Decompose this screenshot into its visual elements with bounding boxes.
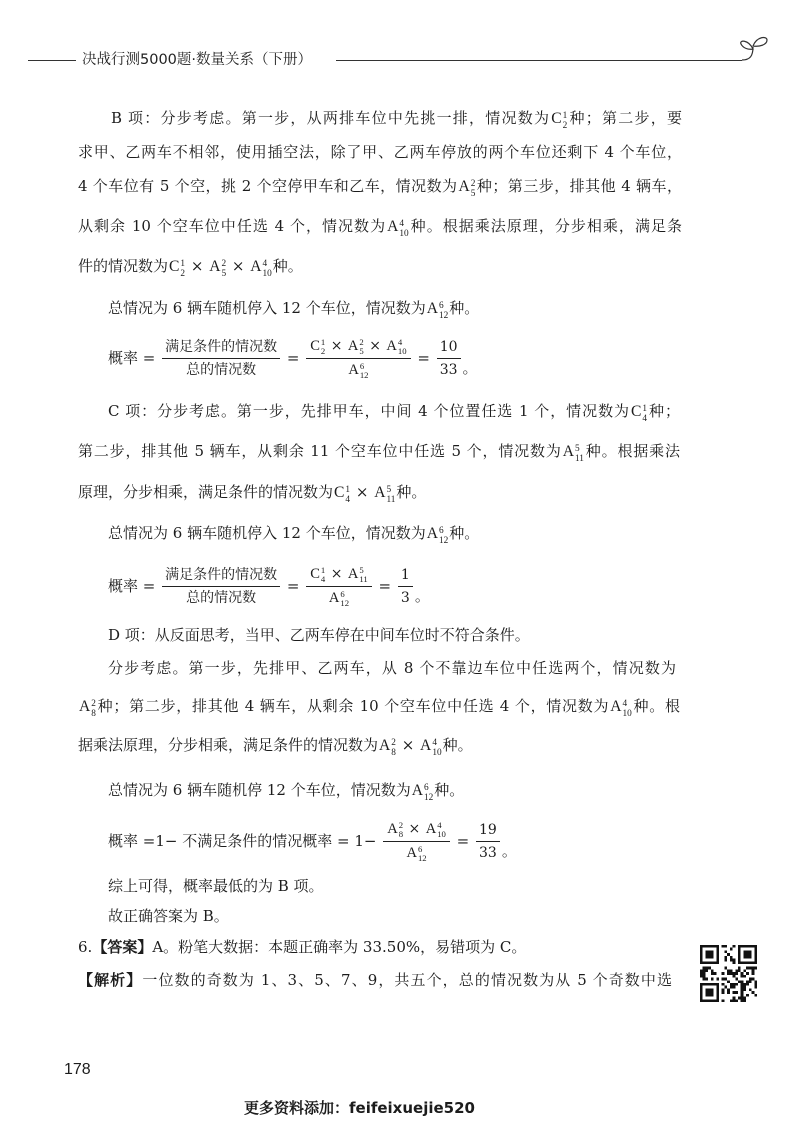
math-symbol: A (347, 337, 359, 354)
text-run: 概率 = (108, 577, 161, 595)
math-symbol: C (551, 110, 562, 127)
math-scripts (399, 821, 403, 839)
math-superscript: 6 (417, 844, 423, 855)
text-run: 故正确答案为 B。 (108, 907, 229, 925)
option-d-probability-formula (108, 817, 517, 865)
text-run: D 项：从反面思考，当甲、乙两车停在中间车位时不符合条件。 (108, 626, 530, 644)
math-subscript: 8 (398, 829, 404, 840)
math-scripts (345, 486, 350, 506)
math-subscript: 10 (262, 268, 272, 279)
math-term (420, 733, 442, 759)
text-run: C 项：分步考虑。第一步，先排甲车，中间 4 个位置任选 1 个，情况数为 (108, 402, 630, 420)
fraction-denominator (402, 842, 430, 864)
fraction-numerator (306, 564, 372, 587)
math-scripts (575, 445, 584, 465)
math-superscript: 1 (320, 337, 326, 348)
math-superscript: 5 (386, 485, 392, 496)
fraction-numerator (476, 820, 500, 842)
math-scripts (563, 112, 568, 132)
math-subscript: 5 (221, 268, 227, 279)
math-superscript: 2 (398, 820, 404, 831)
sprout-icon (736, 34, 776, 66)
text-run: = (412, 349, 435, 367)
text-run: 概率 =1− 不满足条件的情况概率 = 1− (108, 832, 382, 850)
math-subscript: 12 (340, 598, 350, 609)
math-superscript: 2 (359, 337, 364, 348)
math-symbol: A (425, 820, 437, 837)
fraction (162, 337, 280, 380)
math-superscript: 2 (91, 699, 96, 710)
fraction-denominator (344, 359, 372, 381)
text-run: 33 (479, 844, 497, 861)
math-superscript: 4 (399, 219, 405, 230)
math-term (374, 480, 395, 506)
math-term (310, 336, 325, 357)
option-c-line-2 (78, 439, 680, 463)
math-scripts (340, 590, 349, 608)
math-symbol: C (334, 484, 345, 501)
text-run: × (351, 483, 374, 501)
math-subscript: 10 (622, 708, 632, 719)
text-run: 综上可得，概率最低的为 B 项。 (108, 877, 324, 895)
option-c-probability-formula (108, 562, 430, 610)
text-run: 种。 (449, 299, 480, 317)
math-scripts (321, 338, 325, 356)
math-term (348, 360, 368, 381)
math-term (563, 439, 584, 465)
text-run: 总的情况数 (186, 589, 257, 606)
text-run: 第二步，排其他 5 辆车，从剩余 11 个空车位中任选 5 个，情况数为 (78, 442, 562, 460)
fraction-numerator (437, 337, 461, 359)
option-d-line-2 (108, 656, 676, 680)
text-run: 。 (462, 359, 478, 377)
math-superscript: 2 (470, 179, 476, 190)
math-term (459, 174, 476, 200)
fraction (476, 820, 500, 863)
math-subscript: 4 (345, 494, 351, 505)
option-b-line-5 (78, 254, 303, 278)
math-term (348, 564, 368, 585)
math-superscript: 4 (437, 820, 442, 831)
math-superscript: 6 (438, 301, 444, 312)
option-b-line-1 (111, 106, 682, 130)
text-run: B 项：分步考虑。第一步，从两排车位中先挑一排，情况数为 (111, 109, 551, 127)
math-symbol: A (387, 218, 399, 235)
qr-code (700, 945, 757, 1002)
text-run: 3 (400, 589, 410, 606)
text-run: 6. (78, 938, 93, 956)
text-run: 总情况为 6 辆车随机停入 12 个车位，情况数为 (108, 299, 426, 317)
fraction-denominator (476, 842, 500, 863)
math-scripts (321, 566, 325, 584)
math-symbol: A (79, 698, 91, 715)
math-scripts (424, 784, 433, 804)
text-run: 一位数的奇数为 1、3、5、7、9，共五个，总的情况数为从 5 个奇数中选 (142, 971, 672, 989)
math-subscript: 2 (320, 346, 326, 357)
math-superscript: 6 (340, 589, 345, 600)
text-run: 从剩余 10 个空车位中任选 4 个，情况数为 (78, 217, 387, 235)
text-run: 种。根据乘法原理，分步相乘，满足条 (409, 217, 682, 235)
option-b-total-cases (108, 296, 479, 320)
math-scripts (221, 260, 226, 280)
math-subscript: 10 (397, 346, 407, 357)
math-symbol: A (387, 820, 398, 837)
text-run: 分步考虑。第一步，先排甲、乙两车，从 8 个不靠边车位中任选两个，情况数为 (108, 659, 676, 677)
text-run: = (282, 349, 305, 367)
math-symbol: A (386, 337, 397, 354)
correct-answer-line (108, 904, 229, 928)
text-run: × (326, 565, 347, 582)
math-scripts (439, 527, 448, 547)
math-term (334, 480, 350, 506)
text-run: × (326, 337, 347, 354)
q6-analysis-line (78, 968, 672, 992)
math-superscript: 1 (562, 111, 568, 122)
math-scripts (642, 405, 647, 425)
text-run: 据乘法原理，分步相乘，满足条件的情况数为 (78, 736, 379, 754)
math-subscript: 12 (423, 792, 434, 803)
math-term (250, 254, 272, 280)
math-subscript: 8 (91, 708, 96, 719)
fraction-denominator (183, 359, 259, 380)
math-scripts (91, 700, 96, 720)
text-run: 种；第二步，排其他 4 辆车，从剩余 10 个空车位中任选 4 个，情况数为 (96, 697, 610, 715)
option-b-line-3 (78, 174, 682, 198)
footer-contact: 更多资料添加：feifeixuejie520 (244, 1099, 475, 1117)
math-term (610, 694, 632, 720)
math-term (310, 564, 325, 585)
math-subscript: 11 (574, 453, 584, 464)
math-superscript: 4 (622, 699, 628, 710)
text-run: 种；第三步，排其他 4 辆车， (476, 177, 682, 195)
text-run: 满足条件的情况数 (165, 566, 278, 583)
math-subscript: 11 (386, 494, 396, 505)
option-c-line-3 (78, 480, 426, 504)
math-scripts (180, 260, 185, 280)
math-term (427, 296, 449, 322)
math-superscript: 2 (391, 738, 396, 749)
fraction-denominator (183, 587, 259, 608)
option-d-line-3 (78, 694, 680, 718)
math-scripts (623, 700, 632, 720)
text-run: 总情况为 6 辆车随机停 12 个车位，情况数为 (108, 781, 411, 799)
math-superscript: 1 (180, 259, 186, 270)
text-run: 4 个车位有 5 个空，挑 2 个空停甲车和乙车，情况数为 (78, 177, 458, 195)
text-run: 总的情况数 (186, 361, 257, 378)
text-run: = (282, 577, 305, 595)
text-run: × (404, 820, 425, 837)
fraction-numerator (306, 336, 410, 359)
math-superscript: 6 (423, 783, 429, 794)
text-run: = (373, 577, 396, 595)
math-term (348, 336, 364, 357)
math-scripts (360, 362, 369, 380)
math-symbol: C (310, 337, 320, 354)
text-run: 种。 (272, 257, 303, 275)
text-run: 19 (479, 821, 497, 838)
fraction (306, 336, 410, 381)
math-subscript: 12 (359, 370, 369, 381)
header-rule-left (28, 60, 76, 61)
bold-label: 【答案】 (92, 938, 153, 956)
text-run: 。 (414, 587, 430, 605)
fraction-numerator (383, 819, 450, 842)
fraction (162, 565, 280, 608)
math-superscript: 4 (432, 738, 437, 749)
math-subscript: 2 (562, 120, 568, 131)
text-run: 原理，分步相乘，满足条件的情况数为 (78, 483, 334, 501)
conclusion-line (108, 874, 324, 898)
math-scripts (398, 338, 407, 356)
text-run: A。粉笔大数据：本题正确率为 33.50%，易错项为 C。 (152, 938, 527, 956)
option-b-probability-formula (108, 334, 478, 382)
math-symbol: A (426, 525, 438, 542)
math-superscript: 1 (320, 565, 326, 576)
text-run: 1 (400, 566, 410, 583)
math-symbol: A (411, 782, 423, 799)
text-run: × (396, 736, 420, 754)
math-superscript: 5 (574, 444, 580, 455)
text-run: 种。 (442, 736, 473, 754)
fraction (437, 337, 461, 380)
math-superscript: 6 (359, 361, 365, 372)
text-run: 满足条件的情况数 (165, 338, 278, 355)
math-superscript: 4 (262, 259, 268, 270)
option-d-line-1 (108, 623, 530, 647)
fraction-numerator (162, 565, 280, 587)
math-subscript: 8 (391, 747, 396, 758)
text-run: 种。根 (632, 697, 680, 715)
math-superscript: 4 (397, 337, 403, 348)
math-scripts (359, 566, 367, 584)
math-term (412, 778, 434, 804)
q6-answer-line (78, 935, 526, 959)
option-b-line-2 (78, 140, 682, 164)
option-d-total-cases (108, 778, 464, 802)
math-subscript: 10 (437, 829, 446, 840)
math-symbol: C (310, 565, 320, 582)
math-symbol: C (169, 258, 180, 275)
math-symbol: A (562, 443, 574, 460)
math-superscript: 2 (221, 259, 227, 270)
math-symbol: A (328, 589, 340, 606)
text-run: 种。根据乘法 (584, 442, 680, 460)
option-c-line-1 (108, 399, 680, 423)
math-symbol: A (347, 565, 359, 582)
text-run: 种。 (396, 483, 427, 501)
math-subscript: 5 (470, 188, 476, 199)
page-number: 178 (64, 1061, 91, 1078)
math-symbol: A (610, 698, 622, 715)
math-term (209, 254, 226, 280)
option-d-line-4 (78, 733, 473, 757)
math-scripts (262, 260, 271, 280)
math-superscript: 6 (438, 526, 444, 537)
math-term (551, 106, 567, 132)
math-symbol: A (420, 737, 432, 754)
math-scripts (391, 739, 396, 759)
text-run: 10 (439, 338, 458, 355)
math-subscript: 4 (320, 574, 326, 585)
math-term (79, 694, 96, 720)
math-term (329, 588, 349, 609)
math-symbol: A (209, 258, 221, 275)
text-run: 件的情况数为 (78, 257, 169, 275)
text-run: × (186, 257, 209, 275)
math-scripts (471, 180, 476, 200)
math-symbol: A (250, 258, 262, 275)
fraction (398, 565, 413, 608)
math-subscript: 12 (438, 535, 449, 546)
math-subscript: 4 (642, 413, 648, 424)
math-scripts (399, 220, 408, 240)
fraction (306, 564, 372, 609)
text-run: × (227, 257, 250, 275)
text-run: 种。 (434, 781, 465, 799)
math-subscript: 12 (417, 853, 427, 864)
math-scripts (386, 486, 395, 506)
math-scripts (437, 821, 446, 839)
math-term (386, 336, 406, 357)
math-symbol: C (631, 403, 642, 420)
math-term (631, 399, 647, 425)
math-symbol: A (379, 737, 391, 754)
header-title: 决战行测5000题·数量关系（下册） (82, 52, 313, 68)
math-term (387, 819, 403, 840)
math-scripts (359, 338, 363, 356)
fraction-denominator (398, 587, 413, 608)
text-run: 求甲、乙两车不相邻，使用插空法，除了甲、乙两车停放的两个车位还剩下 4 个车位， (78, 143, 682, 161)
fraction-denominator (325, 587, 353, 609)
fraction-numerator (162, 337, 280, 359)
math-term (379, 733, 396, 759)
math-subscript: 10 (432, 747, 442, 758)
math-subscript: 12 (438, 310, 449, 321)
math-superscript: 1 (345, 485, 351, 496)
fraction-denominator (437, 359, 461, 380)
text-run: 种；第二步，要 (568, 109, 682, 127)
math-superscript: 5 (359, 565, 364, 576)
math-subscript: 10 (399, 228, 409, 239)
math-subscript: 2 (180, 268, 186, 279)
text-run: 概率 = (108, 349, 161, 367)
text-run: 种。 (449, 524, 480, 542)
math-subscript: 11 (359, 574, 368, 585)
text-run: 33 (439, 361, 458, 378)
text-run: × (364, 337, 386, 354)
math-scripts (432, 739, 441, 759)
math-term (169, 254, 185, 280)
math-scripts (439, 302, 448, 322)
math-term (387, 214, 409, 240)
math-term (426, 819, 446, 840)
math-term (406, 843, 426, 864)
math-term (427, 521, 449, 547)
option-b-line-4 (78, 214, 682, 238)
math-superscript: 1 (642, 404, 648, 415)
header-rule-right (336, 60, 742, 61)
math-symbol: A (426, 300, 438, 317)
math-scripts (418, 845, 427, 863)
math-subscript: 5 (359, 346, 364, 357)
math-symbol: A (348, 361, 359, 378)
text-run: = (451, 832, 474, 850)
math-symbol: A (406, 844, 417, 861)
math-symbol: A (458, 178, 470, 195)
text-run: 。 (501, 842, 517, 860)
fraction (383, 819, 450, 864)
text-run: 种； (648, 402, 680, 420)
fraction-numerator (398, 565, 413, 587)
text-run: 总情况为 6 辆车随机停入 12 个车位，情况数为 (108, 524, 426, 542)
math-symbol: A (374, 484, 386, 501)
bold-label: 【解析】 (78, 971, 143, 989)
option-c-total-cases (108, 521, 479, 545)
